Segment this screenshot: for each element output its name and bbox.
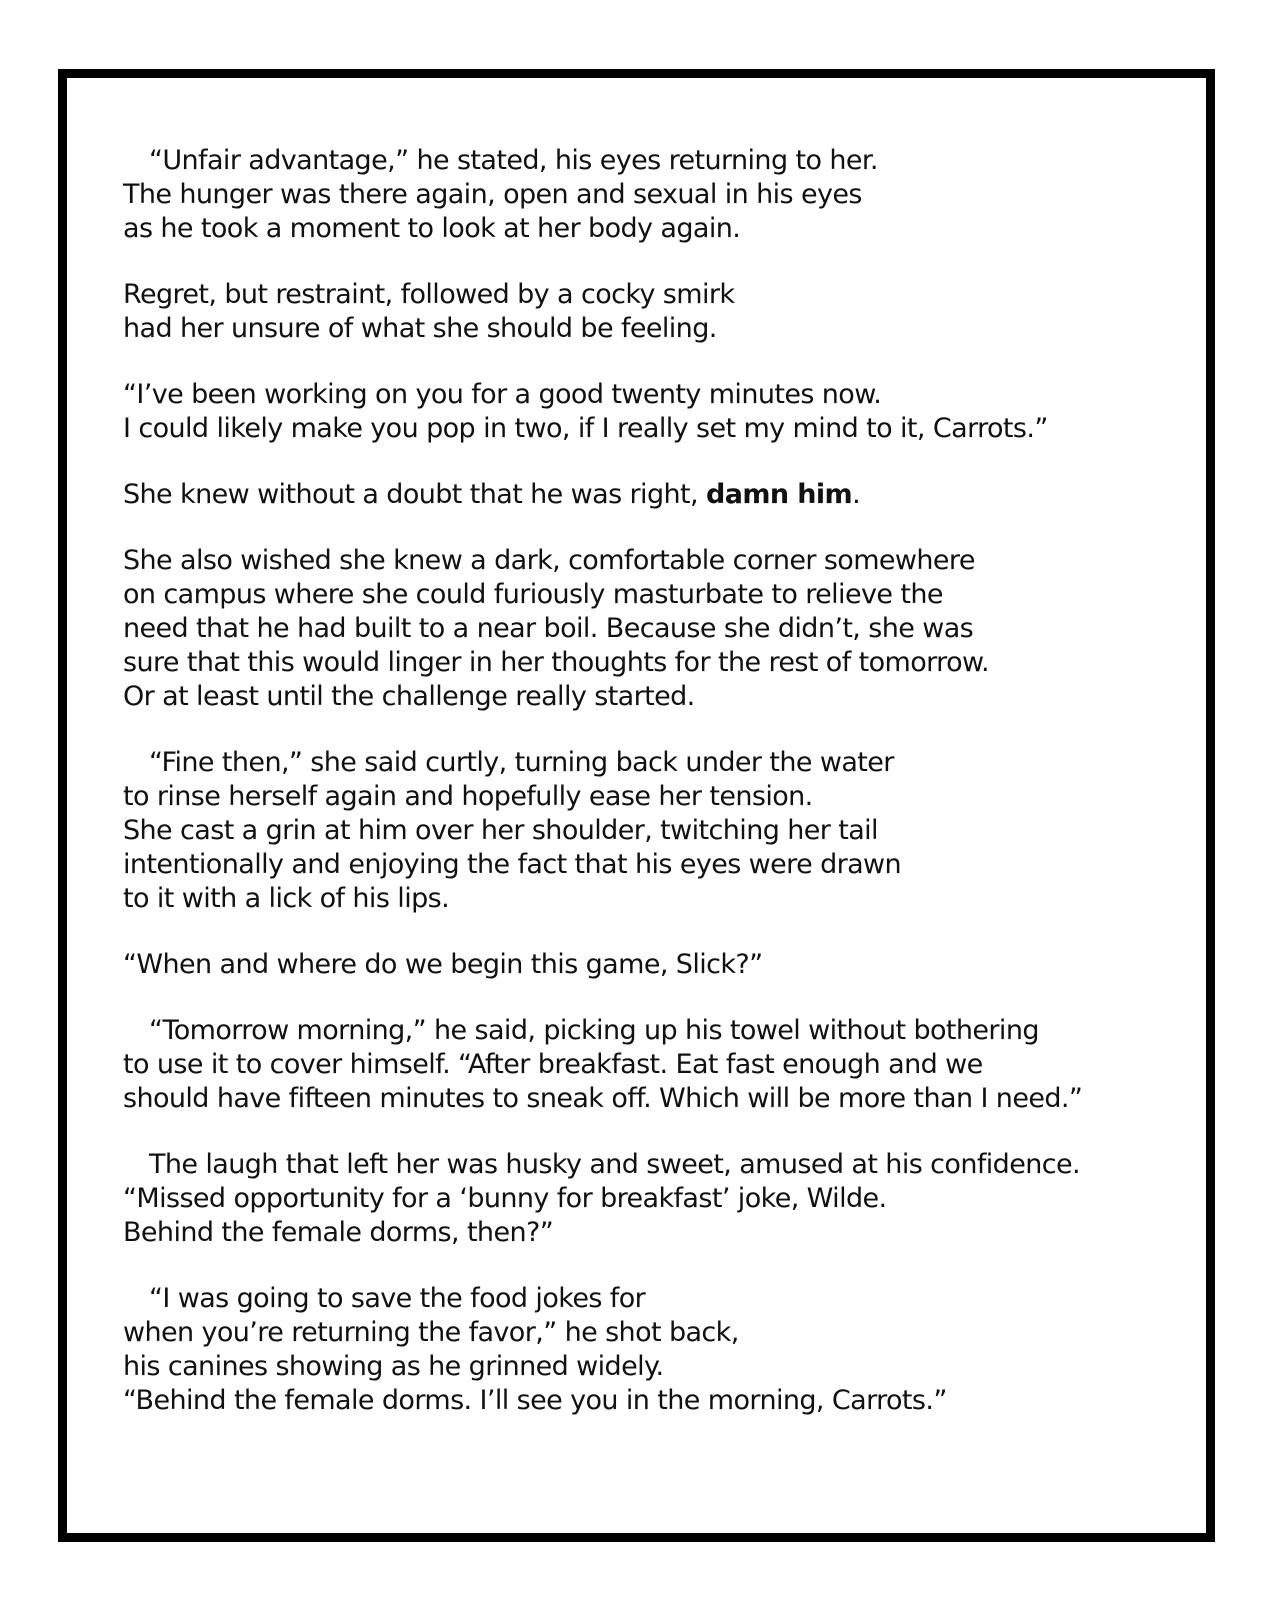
text-line: “Tomorrow morning,” he said, picking up his towel without bothering (149, 1015, 1039, 1046)
text-run: She knew without a doubt that he was right, (123, 479, 706, 510)
text-line: Regret, but restraint, followed by a cocky smirk (123, 279, 735, 310)
text-line: to it with a lick of his lips. (123, 883, 450, 914)
paragraph (123, 746, 1183, 916)
text-line: “Missed opportunity for a ‘bunny for breakfast’ joke, Wilde. (123, 1183, 887, 1214)
text-line (123, 478, 1183, 512)
paragraph (123, 948, 1183, 982)
text-line: Or at least until the challenge really started. (123, 681, 695, 712)
text-line: “When and where do we begin this game, Slick?” (123, 949, 763, 980)
text-line: The laugh that left her was husky and sweet, amused at his confidence. (149, 1149, 1080, 1180)
paragraph (123, 544, 1183, 714)
text-line: “I was going to save the food jokes for (149, 1283, 646, 1314)
story-text (123, 144, 1183, 1450)
text-line: sure that this would linger in her thoughts for the rest of tomorrow. (123, 647, 989, 678)
text-line: She also wished she knew a dark, comfortable corner somewhere (123, 545, 975, 576)
text-line: to rinse herself again and hopefully ease her tension. (123, 781, 813, 812)
text-line: to use it to cover himself. “After breakfast. Eat fast enough and we (123, 1049, 983, 1080)
paragraph (123, 278, 1183, 346)
text-line: “Unfair advantage,” he stated, his eyes returning to her. (149, 145, 878, 176)
text-line: need that he had built to a near boil. Because she didn’t, she was (123, 613, 974, 644)
paragraph (123, 1014, 1183, 1116)
text-line: “I’ve been working on you for a good twenty minutes now. (123, 379, 882, 410)
emphasis-text: damn him (705, 479, 853, 510)
text-line: She cast a grin at him over her shoulder, twitching her tail (123, 815, 878, 846)
paragraph (123, 144, 1183, 246)
text-line: “Fine then,” she said curtly, turning back under the water (149, 747, 894, 778)
paragraph (123, 478, 1183, 512)
text-line: on campus where she could furiously masturbate to relieve the (123, 579, 943, 610)
text-line: should have fifteen minutes to sneak off. Which will be more than I need.” (123, 1083, 1083, 1114)
text-run: . (852, 479, 861, 510)
text-line: his canines showing as he grinned widely. (123, 1351, 664, 1382)
text-line: when you’re returning the favor,” he shot back, (123, 1317, 739, 1348)
paragraph (123, 1282, 1183, 1418)
text-line: “Behind the female dorms. I’ll see you in the morning, Carrots.” (123, 1385, 947, 1416)
text-line: intentionally and enjoying the fact that his eyes were drawn (123, 849, 902, 880)
text-line: I could likely make you pop in two, if I really set my mind to it, Carrots.” (123, 413, 1048, 444)
text-line: Behind the female dorms, then?” (123, 1217, 554, 1248)
text-line: had her unsure of what she should be feeling. (123, 313, 717, 344)
text-line: as he took a moment to look at her body again. (123, 213, 741, 244)
text-line: The hunger was there again, open and sexual in his eyes (123, 179, 862, 210)
paragraph (123, 1148, 1183, 1250)
paragraph (123, 378, 1183, 446)
